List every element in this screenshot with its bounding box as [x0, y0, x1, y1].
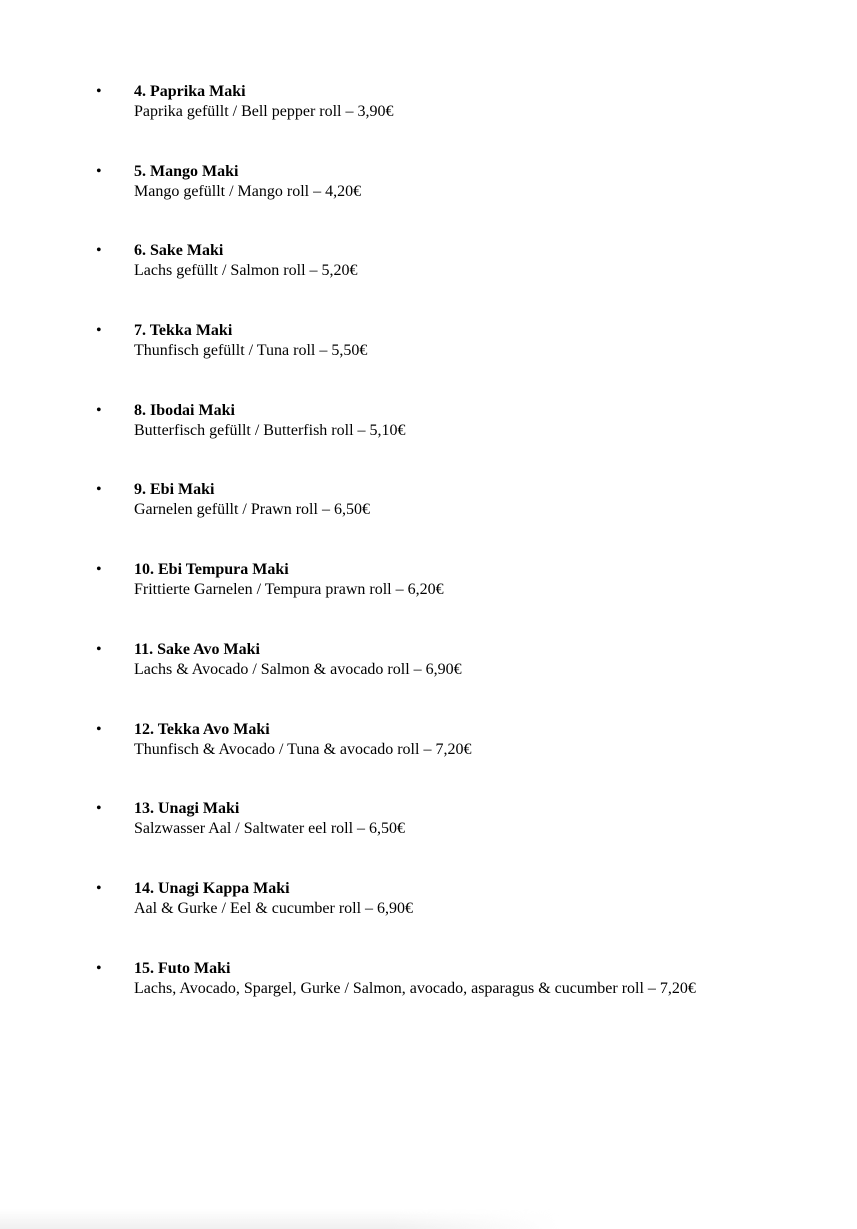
item-text [134, 240, 358, 281]
item-description: Lachs, Avocado, Spargel, Gurke / Salmon, avocado, asparagus & cucumber roll – 7,20€ [134, 979, 696, 997]
item-description: Thunfisch & Avocado / Tuna & avocado roll – 7,20€ [134, 740, 472, 758]
item-description: Frittierte Garnelen / Tempura prawn roll – 6,20€ [134, 581, 444, 599]
bullet-icon: • [96, 83, 102, 100]
item-description: Aal & Gurke / Eel & cucumber roll – 6,90€ [134, 899, 414, 917]
item-text [134, 719, 471, 760]
item-title: 14. Unagi Kappa Maki [134, 879, 290, 897]
bullet-icon: • [96, 561, 102, 579]
item-description: Paprika gefüllt / Bell pepper roll – 3,90€ [134, 103, 394, 120]
bullet-icon: • [96, 800, 102, 818]
item-title: 8. Ibodai Maki [134, 401, 235, 419]
item-description: Lachs & Avocado / Salmon & avocado roll – 6,90€ [134, 660, 462, 678]
bullet-icon: • [96, 242, 102, 260]
item-title: 6. Sake Maki [134, 242, 224, 260]
bullet-icon: • [96, 879, 102, 897]
bullet-icon: • [96, 322, 102, 340]
page-bottom-shadow [0, 1209, 560, 1229]
item-description: Lachs gefüllt / Salmon roll – 5,20€ [134, 262, 358, 280]
item-description: Mango gefüllt / Mango roll – 4,20€ [134, 182, 362, 200]
item-text [134, 958, 696, 999]
bullet-icon: • [96, 720, 102, 738]
bullet-icon: • [96, 959, 102, 977]
item-description: Garnelen gefüllt / Prawn roll – 6,50€ [134, 501, 370, 519]
item-text [134, 639, 462, 680]
bullet-icon: • [96, 481, 102, 499]
item-title: 12. Tekka Avo Maki [134, 720, 270, 738]
item-text [134, 798, 405, 839]
item-title: 15. Futo Maki [134, 959, 231, 977]
bullet-icon: • [96, 401, 102, 419]
item-text [134, 161, 361, 202]
item-title: 4. Paprika Maki [134, 83, 246, 100]
item-description: Butterfisch gefüllt / Butterfish roll – 5,10€ [134, 421, 406, 439]
item-title: 10. Ebi Tempura Maki [134, 561, 289, 579]
bullet-icon: • [96, 640, 102, 658]
item-description: Salzwasser Aal / Saltwater eel roll – 6,50€ [134, 820, 406, 838]
item-text [134, 878, 413, 919]
item-text [134, 81, 394, 122]
item-title: 11. Sake Avo Maki [134, 640, 260, 658]
item-text [134, 320, 367, 361]
item-title: 5. Mango Maki [134, 162, 239, 180]
item-description: Thunfisch gefüllt / Tuna roll – 5,50€ [134, 342, 368, 360]
bullet-icon: • [96, 162, 102, 180]
item-text [134, 559, 444, 600]
item-title: 13. Unagi Maki [134, 800, 240, 818]
item-title: 9. Ebi Maki [134, 481, 215, 499]
item-title: 7. Tekka Maki [134, 322, 233, 340]
item-text [134, 400, 406, 441]
item-text [134, 479, 370, 520]
